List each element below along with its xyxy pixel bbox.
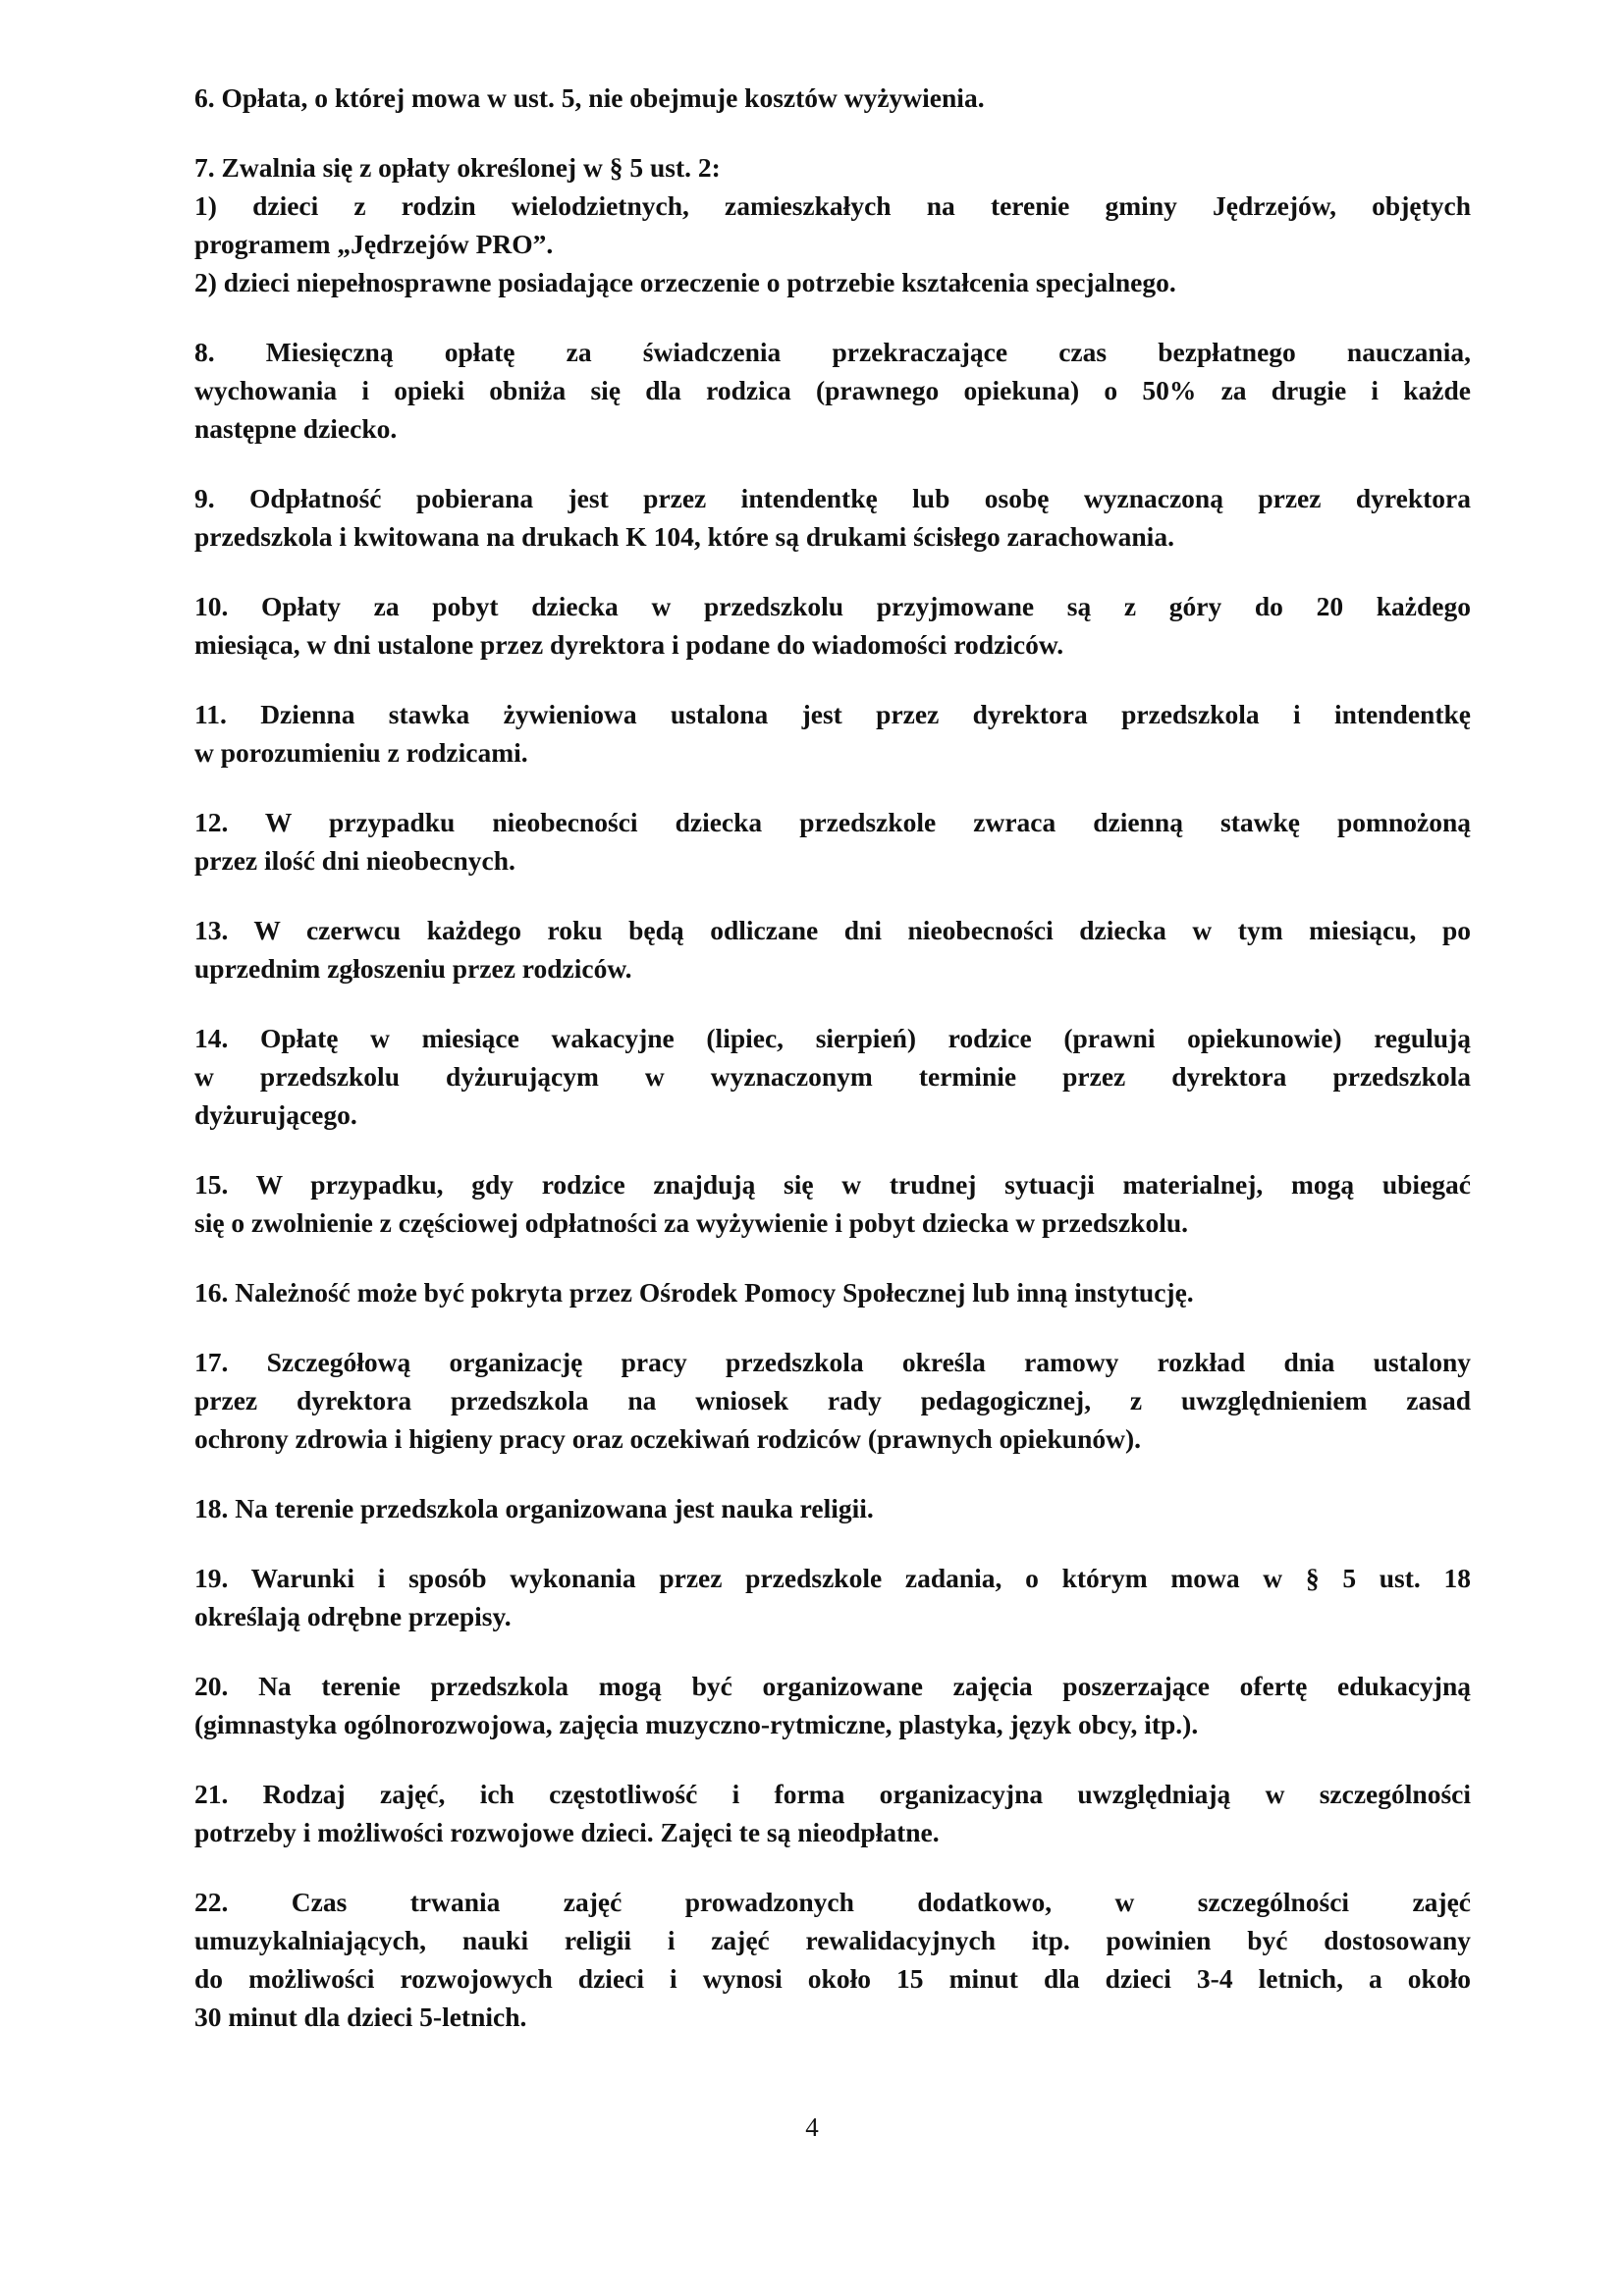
text-line: potrzeby i możliwości rozwojowe dzieci. Zajęci te są nieodpłatne. (194, 1817, 940, 1847)
paragraph-7 (194, 148, 1471, 301)
text-line: 30 minut dla dzieci 5-letnich. (194, 2002, 527, 2032)
paragraph-10 (194, 587, 1471, 664)
text-line: 10. Opłaty za pobyt dziecka w przedszkolu przyjmowane są z góry do 20 każdego (194, 591, 1471, 621)
text-line: 9. Odpłatność pobierana jest przez intendentkę lub osobę wyznaczoną przez dyrektora (194, 483, 1471, 513)
text-line: 22. Czas trwania zajęć prowadzonych dodatkowo, w szczególności zajęć (194, 1887, 1471, 1917)
paragraph-14 (194, 1019, 1471, 1134)
paragraph-17 (194, 1343, 1471, 1458)
text-line: przedszkola i kwitowana na drukach K 104, które są drukami ścisłego zarachowania. (194, 521, 1174, 552)
page-number: 4 (805, 2112, 819, 2142)
text-line: 15. W przypadku, gdy rodzice znajdują się w trudnej sytuacji materialnej, mogą ubiegać (194, 1169, 1471, 1200)
paragraph-15 (194, 1165, 1471, 1242)
paragraph-19 (194, 1559, 1471, 1635)
text-line: ochrony zdrowia i higieny pracy oraz oczekiwań rodziców (prawnych opiekunów). (194, 1423, 1142, 1454)
text-line: 7. Zwalnia się z opłaty określonej w § 5 ust. 2: (194, 152, 721, 183)
text-line: się o zwolnienie z częściowej odpłatności za wyżywienie i pobyt dziecka w przedszkolu. (194, 1207, 1189, 1238)
paragraph-20 (194, 1667, 1471, 1743)
text-line: w porozumieniu z rodzicami. (194, 737, 528, 768)
text-line: uprzednim zgłoszeniu przez rodziców. (194, 953, 632, 984)
text-line: 19. Warunki i sposób wykonania przez przedszkole zadania, o którym mowa w § 5 ust. 18 (194, 1563, 1471, 1593)
text-line: 13. W czerwcu każdego roku będą odliczane dni nieobecności dziecka w tym miesiącu, po (194, 915, 1471, 945)
text-line: 18. Na terenie przedszkola organizowana jest nauka religii. (194, 1493, 874, 1523)
document-body (194, 79, 1471, 2036)
text-line: (gimnastyka ogólnorozwojowa, zajęcia muzyczno-rytmiczne, plastyka, język obcy, itp.). (194, 1709, 1199, 1739)
text-line: 12. W przypadku nieobecności dziecka przedszkole zwraca dzienną stawkę pomnożoną (194, 807, 1471, 837)
paragraph-13 (194, 911, 1471, 988)
text-line: miesiąca, w dni ustalone przez dyrektora i podane do wiadomości rodziców. (194, 629, 1064, 660)
text-line: dyżurującego. (194, 1099, 357, 1130)
text-line: przez dyrektora przedszkola na wniosek rady pedagogicznej, z uwzględnieniem zasad (194, 1385, 1471, 1415)
paragraph-21 (194, 1775, 1471, 1851)
text-line: 14. Opłatę w miesiące wakacyjne (lipiec, sierpień) rodzice (prawni opiekunowie) regulują (194, 1023, 1471, 1053)
paragraph-12 (194, 803, 1471, 880)
text-line: do możliwości rozwojowych dzieci i wynosi około 15 minut dla dzieci 3-4 letnich, a około (194, 1963, 1471, 1994)
text-line: w przedszkolu dyżurującym w wyznaczonym terminie przez dyrektora przedszkola (194, 1061, 1471, 1092)
text-line: 16. Należność może być pokryta przez Ośrodek Pomocy Społecznej lub inną instytucję. (194, 1277, 1194, 1308)
paragraph-18 (194, 1489, 1471, 1527)
text-line: 1) dzieci z rodzin wielodzietnych, zamieszkałych na terenie gminy Jędrzejów, objętych (194, 190, 1471, 221)
paragraph-9 (194, 479, 1471, 556)
paragraph-8 (194, 333, 1471, 448)
text-line: wychowania i opieki obniża się dla rodzica (prawnego opiekuna) o 50% za drugie i każde (194, 375, 1471, 405)
text-line: 6. Opłata, o której mowa w ust. 5, nie obejmuje kosztów wyżywienia. (194, 82, 985, 113)
text-line: umuzykalniających, nauki religii i zajęć rewalidacyjnych itp. powinien być dostosowany (194, 1925, 1471, 1955)
text-line: 21. Rodzaj zajęć, ich częstotliwość i forma organizacyjna uwzględniają w szczególności (194, 1779, 1471, 1809)
text-line: następne dziecko. (194, 413, 398, 444)
paragraph-11 (194, 695, 1471, 772)
paragraph-16 (194, 1273, 1471, 1311)
paragraph-22 (194, 1883, 1471, 2036)
text-line: programem „Jędrzejów PRO”. (194, 229, 554, 259)
text-line: 17. Szczegółową organizację pracy przedszkola określa ramowy rozkład dnia ustalony (194, 1347, 1471, 1377)
paragraph-6 (194, 79, 1471, 117)
text-line: 8. Miesięczną opłatę za świadczenia przekraczające czas bezpłatnego nauczania, (194, 337, 1471, 367)
text-line: 2) dzieci niepełnosprawne posiadające orzeczenie o potrzebie kształcenia specjalnego. (194, 267, 1176, 297)
text-line: określają odrębne przepisy. (194, 1601, 512, 1631)
text-line: 20. Na terenie przedszkola mogą być organizowane zajęcia poszerzające ofertę edukacyjną (194, 1671, 1471, 1701)
text-line: 11. Dzienna stawka żywieniowa ustalona jest przez dyrektora przedszkola i intendentkę (194, 699, 1471, 729)
text-line: przez ilość dni nieobecnych. (194, 845, 515, 876)
